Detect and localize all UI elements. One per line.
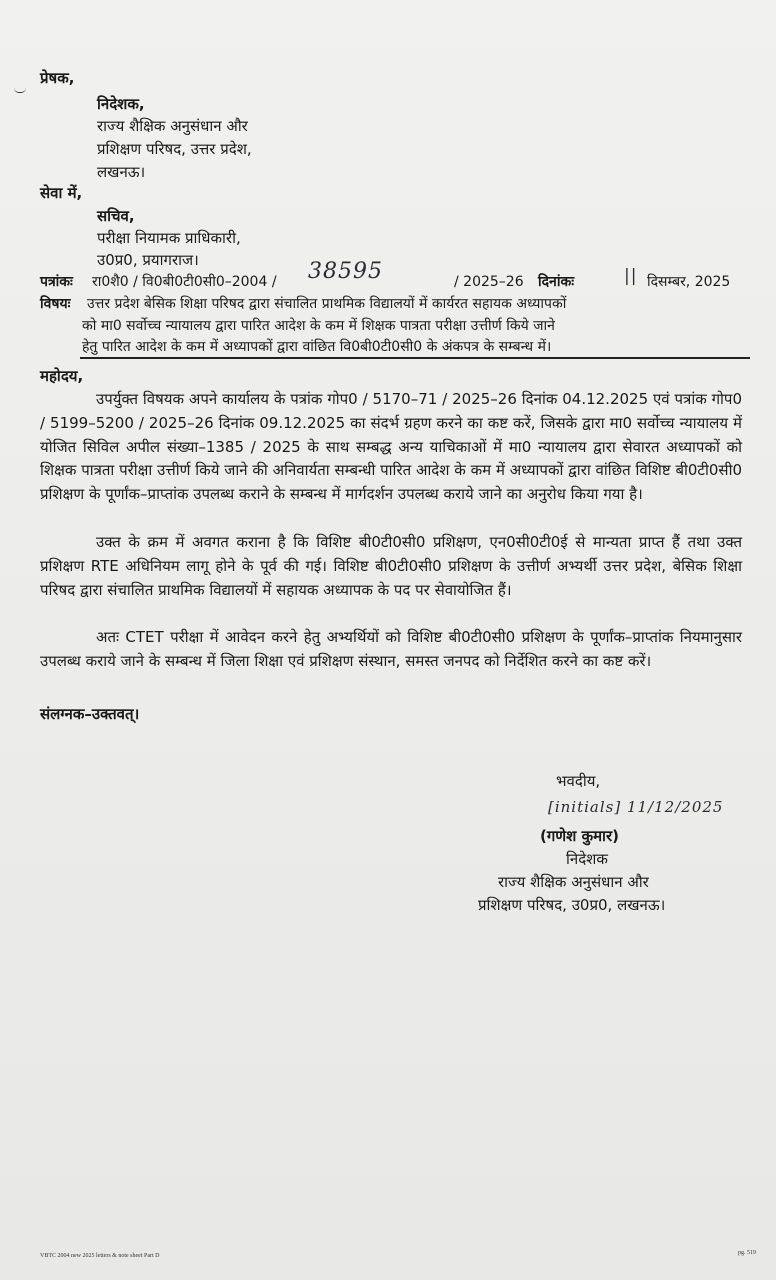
footer-page-number: pg. 519 xyxy=(738,1250,756,1256)
subject-line-2: को मा0 सर्वोच्च न्यायालय द्वारा पारित आदेश के कम में शिक्षक पात्रता परीक्षा उत्तीर्ण किये जाने xyxy=(82,318,555,334)
body-paragraph-2: उक्त के क्रम में अवगत कराना है कि विशिष्ट बी0टी0सी0 प्रशिक्षण, एन0सी0टी0ई से मान्यता प्राप्त हैं तथा उक्त प्रशिक्षण RTE अधिनियम लागू होने के पूर्व की गई। विशिष्ट बी0टी0सी0 प्रशिक्षण के उत्तीर्ण अभ्यर्थी उत्तर प्रदेश, बेसिक शिक्षा परिषद द्वारा संचालित प्राथमिक विद्यालयों में सहायक अध्यापक के पद पर सेवायोजित हैं। xyxy=(40,533,742,599)
signature: [initials] 11/12/2025 xyxy=(548,798,724,816)
date-rest: दिसम्बर, 2025 xyxy=(647,274,731,290)
body-paragraph-3: अतः CTET परीक्षा में आवेदन करने हेतु अभ्यर्थियों को विशिष्ट बी0टी0सी0 प्रशिक्षण के पूर्णांक–प्राप्तांक नियमानुसार उपलब्ध कराये जाने के सम्बन्ध में जिला शिक्षा एवं प्रशिक्षण संस्थान, समस्त जनपद को निर्देशित करने का कष्ट करें। xyxy=(40,628,742,670)
body-paragraph-1: उपर्युक्त विषयक अपने कार्यालय के पत्रांक गोप0 / 5170–71 / 2025–26 दिनांक 04.12.2025 एवं पत्रांक गोप0 / 5199–5200 / 2025–26 दिनांक 09.12.2025 का संदर्भ ग्रहण करने का कष्ट करें, जिसके द्वारा मा0 सर्वोच्च न्यायालय में योजित सिविल अपील संख्या–1385 / 2025 के साथ सम्बद्ध अन्य याचिकाओं में मा0 न्यायालय द्वारा सेवारत अध्यापकों को शिक्षक पात्रता परीक्षा उत्तीर्ण किये जाने की अनिवार्यता सम्बन्धी पारित आदेश के कम में अध्यापकों द्वारा वांछित विशिष्ट बी0टी0सी0 प्रशिक्षण के पूर्णांक–प्राप्तांक उपलब्ध कराने के सम्बन्ध में मार्गदर्शन उपलब्ध कराये जाने का अनुरोध किया गया है। xyxy=(40,390,742,504)
recipient-title: सचिव, xyxy=(97,207,135,225)
subject-line-1: उत्तर प्रदेश बेसिक शिक्षा परिषद द्वारा संचालित प्राथमिक विद्यालयों में कार्यरत सहायक अध्यापकों xyxy=(87,296,567,312)
signatory-org-line-2: प्रशिक्षण परिषद, उ0प्र0, लखनऊ। xyxy=(478,896,666,914)
signatory-org-line-1: राज्य शैक्षिक अनुसंधान और xyxy=(498,873,649,891)
signatory-designation: निदेशक xyxy=(566,850,608,868)
enclosure: संलग्नक–उक्तवत्। xyxy=(40,705,140,723)
ref-label: पत्रांकः xyxy=(40,274,73,290)
subject-underline xyxy=(80,357,750,359)
signatory-name: (गणेश कुमार) xyxy=(540,827,619,845)
sender-line-2: प्रशिक्षण परिषद, उत्तर प्रदेश, xyxy=(97,140,252,158)
subject-label: विषयः xyxy=(40,296,71,312)
sender-line-3: लखनऊ। xyxy=(97,163,146,181)
subject-line-3: हेतु पारित आदेश के कम में अध्यापकों द्वारा वांछित वि0बी0टी0सी0 के अंकपत्र के सम्बन्ध में। xyxy=(82,339,552,355)
recipient-line-2: उ0प्र0, प्रयागराज। xyxy=(97,251,199,269)
date-day-handwritten: || xyxy=(624,266,638,286)
sender-label: प्रेषक, xyxy=(40,69,75,87)
margin-mark xyxy=(14,88,26,93)
recipient-line-1: परीक्षा नियामक प्राधिकारी, xyxy=(97,229,241,247)
sender-line-1: राज्य शैक्षिक अनुसंधान और xyxy=(97,117,248,135)
date-label: दिनांकः xyxy=(538,274,575,290)
ref-handwritten-number: 38595 xyxy=(308,259,383,284)
ref-prefix: रा0शै0 / वि0बी0टी0सी0–2004 / xyxy=(92,274,277,290)
closing-yours: भवदीय, xyxy=(556,772,601,790)
salutation: महोदय, xyxy=(40,367,84,385)
recipient-label: सेवा में, xyxy=(40,184,83,202)
footer-left: VBTC 2004 new 2025 letters & note sheet Part D xyxy=(40,1253,160,1259)
ref-year: / 2025–26 xyxy=(454,274,524,290)
sender-title: निदेशक, xyxy=(97,95,145,113)
